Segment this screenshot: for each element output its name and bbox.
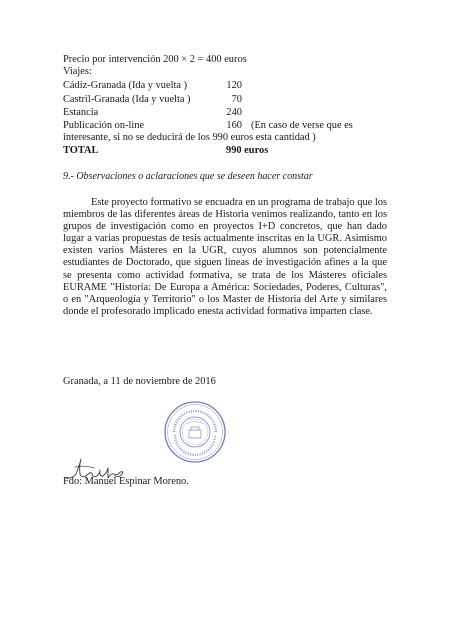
total-value: 990 euros xyxy=(226,145,269,156)
total-label: TOTAL xyxy=(63,145,99,156)
cost-row-value: 240 xyxy=(226,107,242,118)
intervention-price-line: Precio por intervención 200 × 2 = 400 euros xyxy=(63,54,247,65)
observations-paragraph: Este proyecto formativo se encuadra en un programa de trabajo que los miembros de las diferentes áreas de Historia venimos realizando, tanto en los grupos de investigación como en proyectos I+D concretos, que han dado lugar a varias propuestas de tesis actualmente inscritas en la UGR. Asimismo existen varios Másteres en la UGR, cuyos alumnos son potencialmente estudiantes de Doctorado, que siguen líneas de investigación afines a la que se presenta como actividad formativa, se trata de los Másteres oficiales EURAME "Historia: De Europa a América: Sociedades, Poderes, Culturas", o en "Arqueología y Territorio" o los Master de Historia del Arte y similares donde el profesorado implicado enesta actividad formativa imparten clase. xyxy=(63,197,387,317)
place-date: Granada, a 11 de noviembre de 2016 xyxy=(63,376,216,387)
cost-row-label: Estancia xyxy=(63,107,99,118)
section-heading: 9.- Observaciones o aclaraciones que se deseen hacer constar xyxy=(63,171,313,182)
cost-row-label: Cádiz-Granada (Ida y vuelta ) xyxy=(63,80,188,91)
publication-note-continued: interesante, si no se deducirá de los 990 euros esta cantidad ) xyxy=(63,132,316,143)
cost-row-label: Publicación on-line xyxy=(63,120,145,131)
cost-row-value: 120 xyxy=(226,80,242,91)
university-stamp xyxy=(163,400,227,464)
publication-note: (En caso de verse que es xyxy=(251,120,353,131)
cost-row-label: Castril-Granada (Ida y vuelta ) xyxy=(63,94,191,105)
cost-row-value: 70 xyxy=(231,94,242,105)
signature-name: Fdo: Manuel Espinar Moreno. xyxy=(63,476,189,487)
travel-label: Viajes: xyxy=(63,66,92,77)
cost-row-value: 160 xyxy=(226,120,242,131)
